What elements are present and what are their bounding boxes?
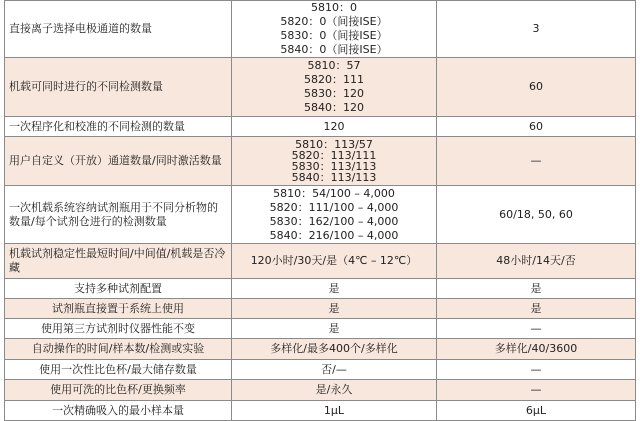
value-cell-a [232, 186, 437, 244]
value-cell-a [232, 380, 437, 401]
value-line: 5810：0 [311, 1, 357, 14]
value-cell-b: — [437, 319, 636, 339]
value-line: 否/— [321, 362, 347, 376]
feature-cell: 一次精确吸入的最小样本量 [5, 401, 232, 421]
value-cell-b: — [437, 137, 636, 186]
value-line: 多样化/最多400个/多样化 [270, 342, 398, 355]
table-row [5, 339, 636, 360]
table-row [5, 117, 636, 137]
value-line: 是 [328, 301, 340, 315]
value-cell-a [232, 137, 437, 186]
table-row [5, 1, 636, 58]
value-line: 5840：120 [304, 101, 364, 114]
feature-cell: 机载可同时进行的不同检测数量 [5, 58, 232, 117]
value-line: 5810：113/57 [295, 138, 373, 151]
feature-cell: 支持多种试剂配置 [5, 279, 232, 299]
value-line: 5830：162/100 – 4,000 [269, 214, 399, 228]
value-line: 5840：113/113 [291, 171, 377, 184]
value-cell-a [232, 401, 437, 421]
value-cell-a [232, 58, 437, 117]
feature-cell: 使用可洗的比色杯/更换频率 [5, 380, 232, 401]
value-cell-a [232, 319, 437, 339]
value-cell-a [232, 244, 437, 279]
feature-cell: 一次机载系统容纳试剂瓶用于不同分析物的数量/每个试剂仓进行的检测数量 [5, 186, 232, 244]
value-line: 5830：0（间接ISE） [280, 29, 388, 42]
feature-cell: 直接离子选择电极通道的数量 [5, 1, 232, 58]
value-line: 是 [328, 321, 340, 335]
table-row [5, 299, 636, 319]
value-cell-b: 3 [437, 1, 636, 58]
feature-cell: 使用一次性比色杯/最大储存数量 [5, 360, 232, 380]
value-line: 5810：54/100 – 4,000 [273, 186, 395, 200]
value-line: 5820：111/100 – 4,000 [269, 200, 399, 214]
table-row [5, 279, 636, 299]
value-cell-b: 是 [437, 279, 636, 299]
value-line: 5820：111 [304, 73, 364, 86]
value-cell-a [232, 1, 437, 58]
feature-cell: 机载试剂稳定性最短时间/中间值/机载是否冷藏 [5, 244, 232, 279]
value-line: 1μL [323, 403, 345, 417]
value-line: 是 [328, 281, 340, 295]
value-line: 120小时/30天/是（4℃ – 12℃） [250, 254, 418, 267]
table-row [5, 360, 636, 380]
value-line: 120 [323, 119, 345, 133]
value-line: 5840：0（间接ISE） [280, 43, 388, 56]
table-row [5, 380, 636, 401]
value-cell-a [232, 279, 437, 299]
feature-cell: 使用第三方试剂时仪器性能不变 [5, 319, 232, 339]
value-line: 5820：113/111 [291, 149, 377, 162]
value-line: 5810：57 [307, 59, 361, 72]
feature-cell: 用户自定义（开放）通道数量/同时激活数量 [5, 137, 232, 186]
value-cell-a [232, 117, 437, 137]
value-cell-b: — [437, 380, 636, 401]
value-line: 是/永久 [315, 383, 353, 396]
table-row [5, 58, 636, 117]
table-row [5, 244, 636, 279]
value-cell-a [232, 339, 437, 360]
value-line: 5820：0（间接ISE） [280, 15, 388, 28]
value-cell-b: — [437, 360, 636, 380]
table-row [5, 319, 636, 339]
spec-comparison-table [4, 0, 636, 421]
value-line: 5840：216/100 – 4,000 [269, 228, 399, 242]
value-cell-b: 60 [437, 58, 636, 117]
value-cell-b: 60 [437, 117, 636, 137]
table-row [5, 186, 636, 244]
value-cell-b: 是 [437, 299, 636, 319]
value-cell-b: 多样化/40/3600 [437, 339, 636, 360]
feature-cell: 自动操作的时间/样本数/检测或实验 [5, 339, 232, 360]
table-row [5, 137, 636, 186]
value-cell-b: 60/18, 50, 60 [437, 186, 636, 244]
value-cell-a [232, 360, 437, 380]
value-cell-b: 6μL [437, 401, 636, 421]
table-row [5, 401, 636, 421]
value-cell-a [232, 299, 437, 319]
feature-cell: 一次程序化和校准的不同检测的数量 [5, 117, 232, 137]
value-line: 5830：120 [304, 87, 364, 100]
value-cell-b: 48小时/14天/否 [437, 244, 636, 279]
value-line: 5830：113/113 [291, 160, 377, 173]
feature-cell: 试剂瓶直接置于系统上使用 [5, 299, 232, 319]
